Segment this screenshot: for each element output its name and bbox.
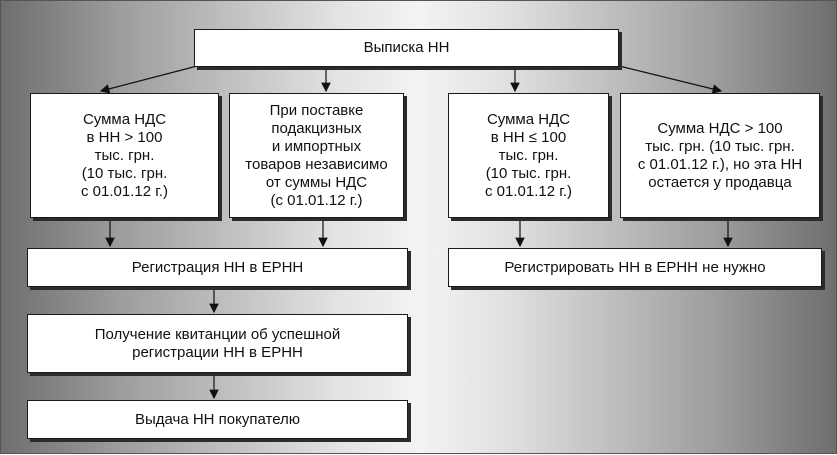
condition-label-vat-over-100: Сумма НДС в НН > 100 тыс. грн. (10 тыс. грн. с 01.01.12 г.): [80, 110, 169, 200]
receipt-label: Получение квитанции об успешной регистрации НН в ЕРНН: [94, 325, 341, 361]
condition-label-stays-with-seller: Сумма НДС > 100 тыс. грн. (10 тыс. грн. с 01.01.12 г.), но эта НН остается у продавца: [637, 119, 803, 191]
receipt-box: [27, 314, 408, 373]
issue-invoice-label: Выписка НН: [363, 39, 450, 56]
condition-box-stays-with-seller: [620, 93, 820, 218]
condition-label-excise-import: При поставке подакцизных и импортных товаров независимо от суммы НДС (с 01.01.12 г.): [245, 101, 388, 209]
condition-box-excise-import: [229, 93, 404, 218]
condition-box-vat-under-100: [448, 93, 609, 218]
condition-label-vat-under-100: Сумма НДС в НН ≤ 100 тыс. грн. (10 тыс. грн. с 01.01.12 г.): [484, 110, 573, 200]
register-label: Регистрация НН в ЕРНН: [131, 258, 304, 276]
arrow-top-to-cond1: [101, 65, 201, 91]
condition-box-vat-over-100: [30, 93, 219, 218]
issue-to-buyer-label: Выдача НН покупателю: [134, 410, 301, 428]
connector-arrows: [1, 1, 837, 455]
register-box: [27, 248, 408, 287]
no-register-label: Регистрировать НН в ЕРНН не нужно: [504, 258, 766, 276]
issue-to-buyer-box: [27, 400, 408, 439]
issue-invoice-box: [194, 29, 619, 67]
no-register-box: [448, 248, 822, 287]
arrow-top-to-cond4: [615, 65, 721, 91]
